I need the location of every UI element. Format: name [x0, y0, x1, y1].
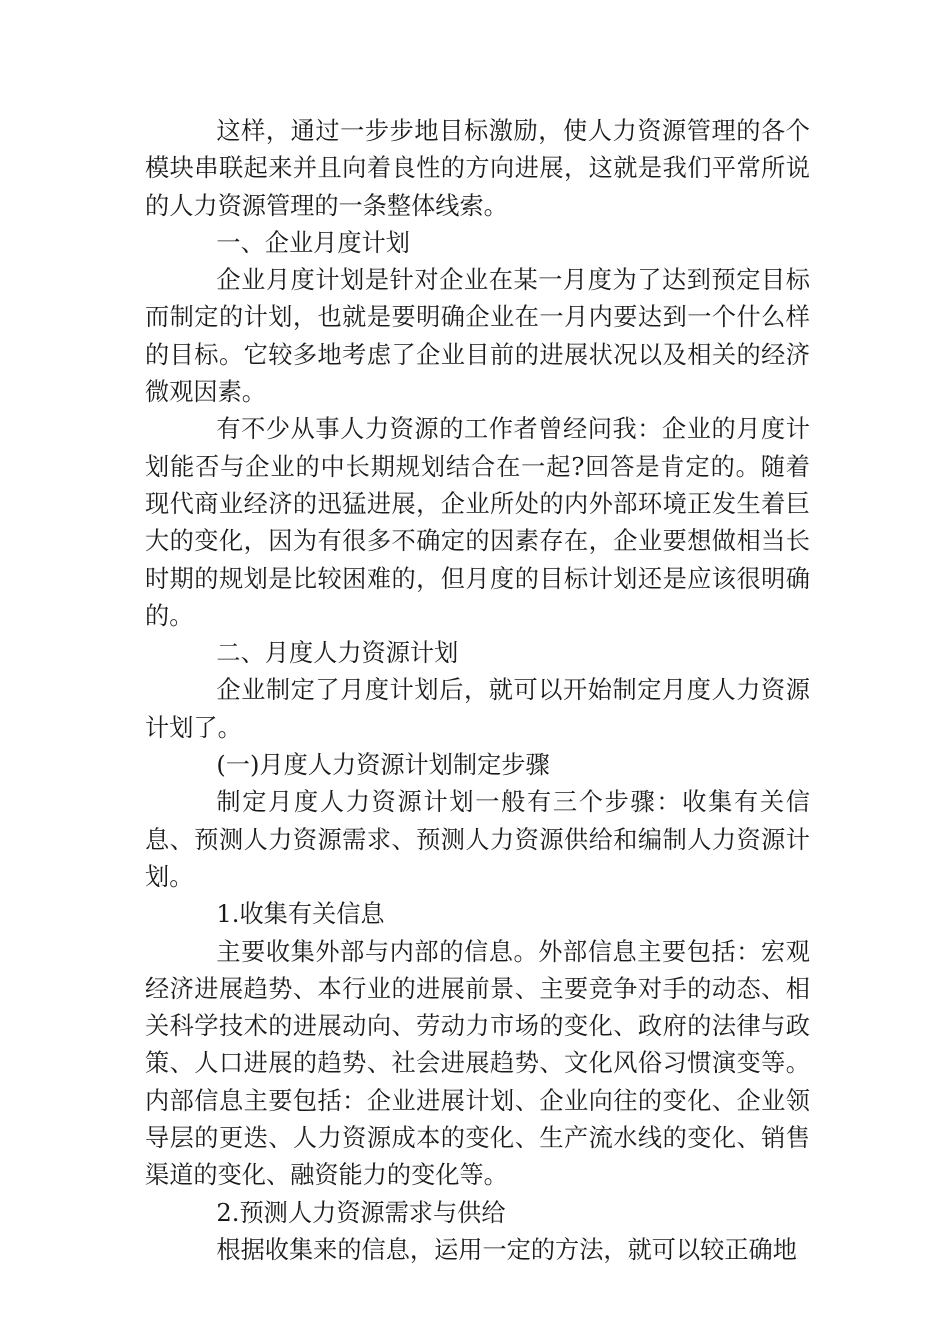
paragraph-forecast: 根据收集来的信息，运用一定的方法，就可以较正确地 — [216, 1235, 797, 1264]
paragraph-long-term-question: 有不少从事人力资源的工作者曾经问我：企业的月度计划能否与企业的中长期规划结合在一起?回答是肯定的。随着现代商业经济的迅猛进展，企业所处的内外部环境正发生着巨大的变化，因为有很多不确定的因素存在，企业要想做相当长时期的规划是比较困难的，但月度的目标计划还是应该很明确的。 — [145, 415, 810, 630]
paragraph-collect-info: 主要收集外部与内部的信息。外部信息主要包括：宏观经济进展趋势、本行业的进展前景、主要竞争对手的动态、相关科学技术的进展动向、劳动力市场的变化、政府的法律与政策、人口进展的趋势、社会进展趋势、文化风俗习惯演变等。内部信息主要包括：企业进展计划、企业向往的变化、企业领导层的更迭、人力资源成本的变化、生产流水线的变化、销售渠道的变化、融资能力的变化等。 — [145, 937, 810, 1190]
subsection-heading-steps: (一)月度人力资源计划制定步骤 — [216, 751, 550, 780]
paragraph-monthly-plan: 企业月度计划是针对企业在某一月度为了达到预定目标而制定的计划，也就是要明确企业在一月内要达到一个什么样的目标。它较多地考虑了企业目前的进展状况以及相关的经济微观因素。 — [145, 266, 810, 407]
section-heading-hr-plan: 二、月度人力资源计划 — [216, 639, 459, 668]
step-heading-collect-info: 1.收集有关信息 — [216, 900, 385, 929]
paragraph-intro: 这样，通过一步步地目标激励，使人力资源管理的各个模块串联起来并且向着良性的方向进展，这就是我们平常所说的人力资源管理的一条整体线索。 — [145, 117, 810, 220]
document-body — [145, 113, 810, 1269]
section-heading-monthly-plan: 一、企业月度计划 — [216, 228, 410, 257]
paragraph-three-steps: 制定月度人力资源计划一般有三个步骤：收集有关信息、预测人力资源需求、预测人力资源供给和编制人力资源计划。 — [145, 788, 810, 891]
paragraph-hr-plan-start: 企业制定了月度计划后，就可以开始制定月度人力资源计划了。 — [145, 676, 810, 742]
step-heading-forecast: 2.预测人力资源需求与供给 — [216, 1198, 506, 1227]
